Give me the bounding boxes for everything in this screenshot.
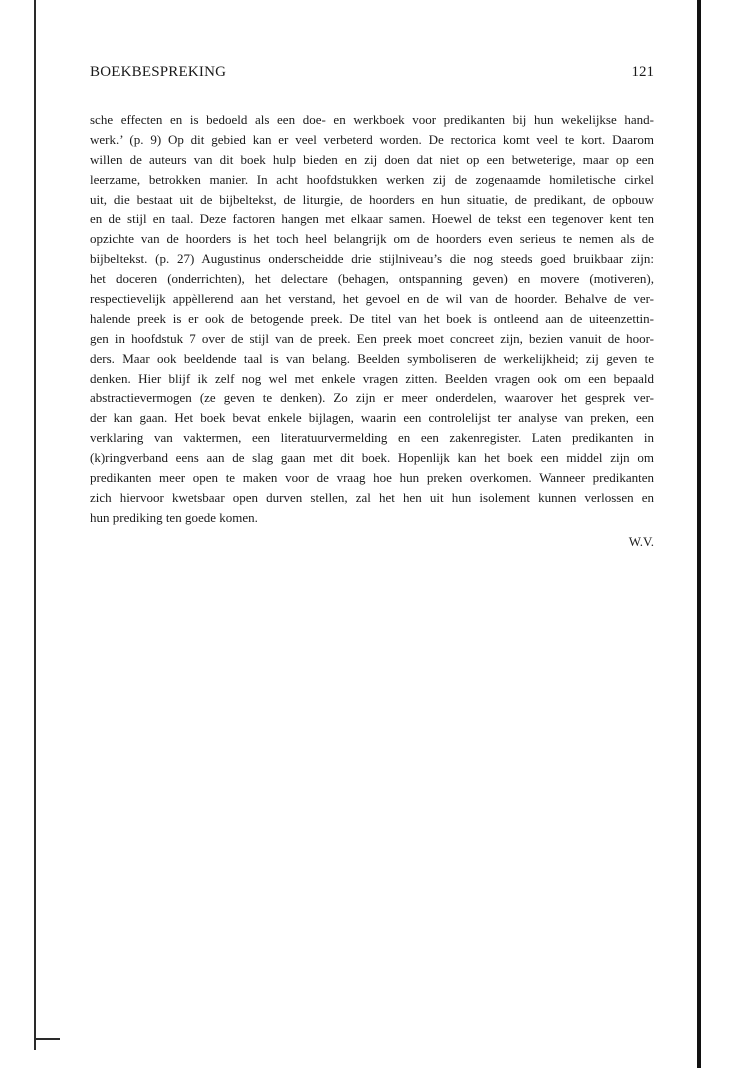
- text-line: leerzame, betrokken manier. In acht hoofdstukken werken zij de zogenaamde homiletische cirkel: [90, 171, 654, 187]
- scan-edge-left-corner: [34, 1038, 60, 1040]
- text-line: willen de auteurs van dit boek hulp bieden en zij doen dat niet op een betweterige, maar op een: [90, 151, 654, 167]
- running-head: [90, 64, 654, 84]
- text-line: ders. Maar ook beeldende taal is van belang. Beelden symboliseren de werkelijkheid; zij geven te: [90, 350, 654, 366]
- text-line: denken. Hier blijf ik zelf nog wel met enkele vragen zitten. Beelden vragen ook om een bepaald: [90, 370, 654, 386]
- page-number: 121: [631, 64, 654, 80]
- text-line: hun prediking ten goede komen.: [90, 509, 258, 525]
- text-line: sche effecten en is bedoeld als een doe- en werkboek voor predikanten bij hun wekelijkse hand-: [90, 112, 654, 127]
- text-line: bijbeltekst. (p. 27) Augustinus onderscheidde drie stijlniveau’s die nog steeds goed bruikbaar zijn:: [90, 251, 654, 267]
- author-signature: W.V.: [628, 533, 654, 549]
- running-title: BOEKBESPREKING: [90, 64, 227, 80]
- scan-edge-right: [697, 0, 701, 1068]
- text-line: gen in hoofdstuk 7 over de stijl van de preek. Een preek moet concreet zijn, bezien vanuit de hoor-: [90, 330, 654, 346]
- text-line: halende preek is er ook de betogende preek. De titel van het boek is ontleend aan de uiteenzettin-: [90, 310, 654, 326]
- text-line: werk.’ (p. 9) Op dit gebied kan er veel verbeterd worden. De rectorica komt veel te kort. Daarom: [90, 131, 654, 147]
- text-line: het doceren (onderrichten), het delectare (behagen, ontspanning geven) en movere (motiveren),: [90, 271, 654, 287]
- text-line: respectievelijk appèllerend aan het verstand, het gevoel en de wil van de hoorder. Behalve de ver-: [90, 291, 654, 307]
- text-line: abstractievermogen (ze geven te denken). Zo zijn er meer onderdelen, waarover het gesprek ver-: [90, 390, 654, 406]
- text-line: zich hiervoor kwetsbaar open durven stellen, zal het hen uit hun isolement kunnen verlossen en: [90, 489, 654, 505]
- text-line: opzichte van de hoorders is het toch heel belangrijk om de hoorders even serieus te nemen als de: [90, 231, 654, 247]
- scan-edge-left: [34, 0, 36, 1050]
- text-line: verklaring van vaktermen, een literatuurvermelding en een zakenregister. Laten predikanten in: [90, 430, 654, 446]
- text-line: der kan gaan. Het boek bevat enkele bijlagen, waarin een controlelijst ter analyse van preken, een: [90, 410, 654, 426]
- body-text: [90, 110, 654, 552]
- text-line: predikanten meer open te maken voor de vraag hoe hun preken overkomen. Wanneer predikanten: [90, 470, 654, 486]
- text-line: (k)ringverband eens aan de slag gaan met dit boek. Hopenlijk kan het boek een middel zijn om: [90, 450, 654, 466]
- text-line: uit, die bestaat uit de bijbeltekst, de liturgie, de hoorders en hun situatie, de predikant, de opbouw: [90, 191, 654, 207]
- text-line: en de stijl en taal. Deze factoren hangen met elkaar samen. Hoewel de tekst een tegenover kent ten: [90, 211, 654, 227]
